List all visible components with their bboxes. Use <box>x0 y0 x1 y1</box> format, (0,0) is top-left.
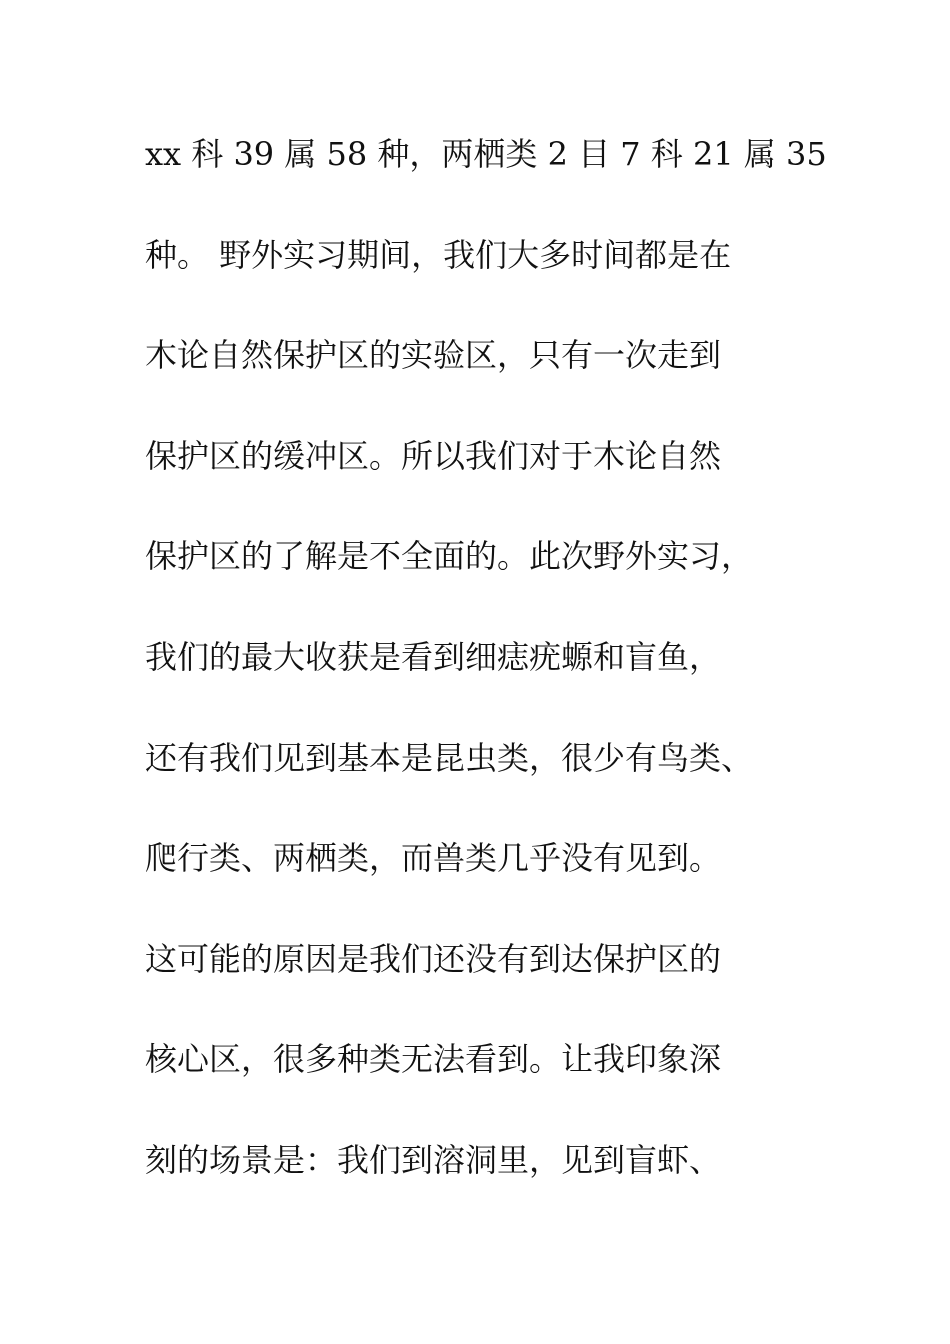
text-line-1: xx 科 39 属 58 种，两栖类 2 目 7 科 21 属 35 <box>145 135 827 173</box>
body-text <box>145 129 825 1236</box>
text-line-2: 种。 野外实习期间，我们大多时间都是在 <box>145 235 732 274</box>
text-line-11: 刻的场景是：我们到溶洞里，见到盲虾、 <box>145 1140 722 1179</box>
text-line-10: 核心区，很多种类无法看到。让我印象深 <box>145 1040 722 1079</box>
text-line-3: 木论自然保护区的实验区，只有一次走到 <box>145 336 722 375</box>
text-line-8: 爬行类、两栖类，而兽类几乎没有见到。 <box>145 839 722 878</box>
text-line-5: 保护区的了解是不全面的。此次野外实习， <box>145 537 754 576</box>
text-line-7: 还有我们见到基本是昆虫类，很少有鸟类、 <box>145 738 754 777</box>
text-line-9: 这可能的原因是我们还没有到达保护区的 <box>145 939 722 978</box>
text-line-6: 我们的最大收获是看到细痣疣螈和盲鱼， <box>145 637 722 676</box>
text-line-4: 保护区的缓冲区。所以我们对于木论自然 <box>145 436 722 475</box>
